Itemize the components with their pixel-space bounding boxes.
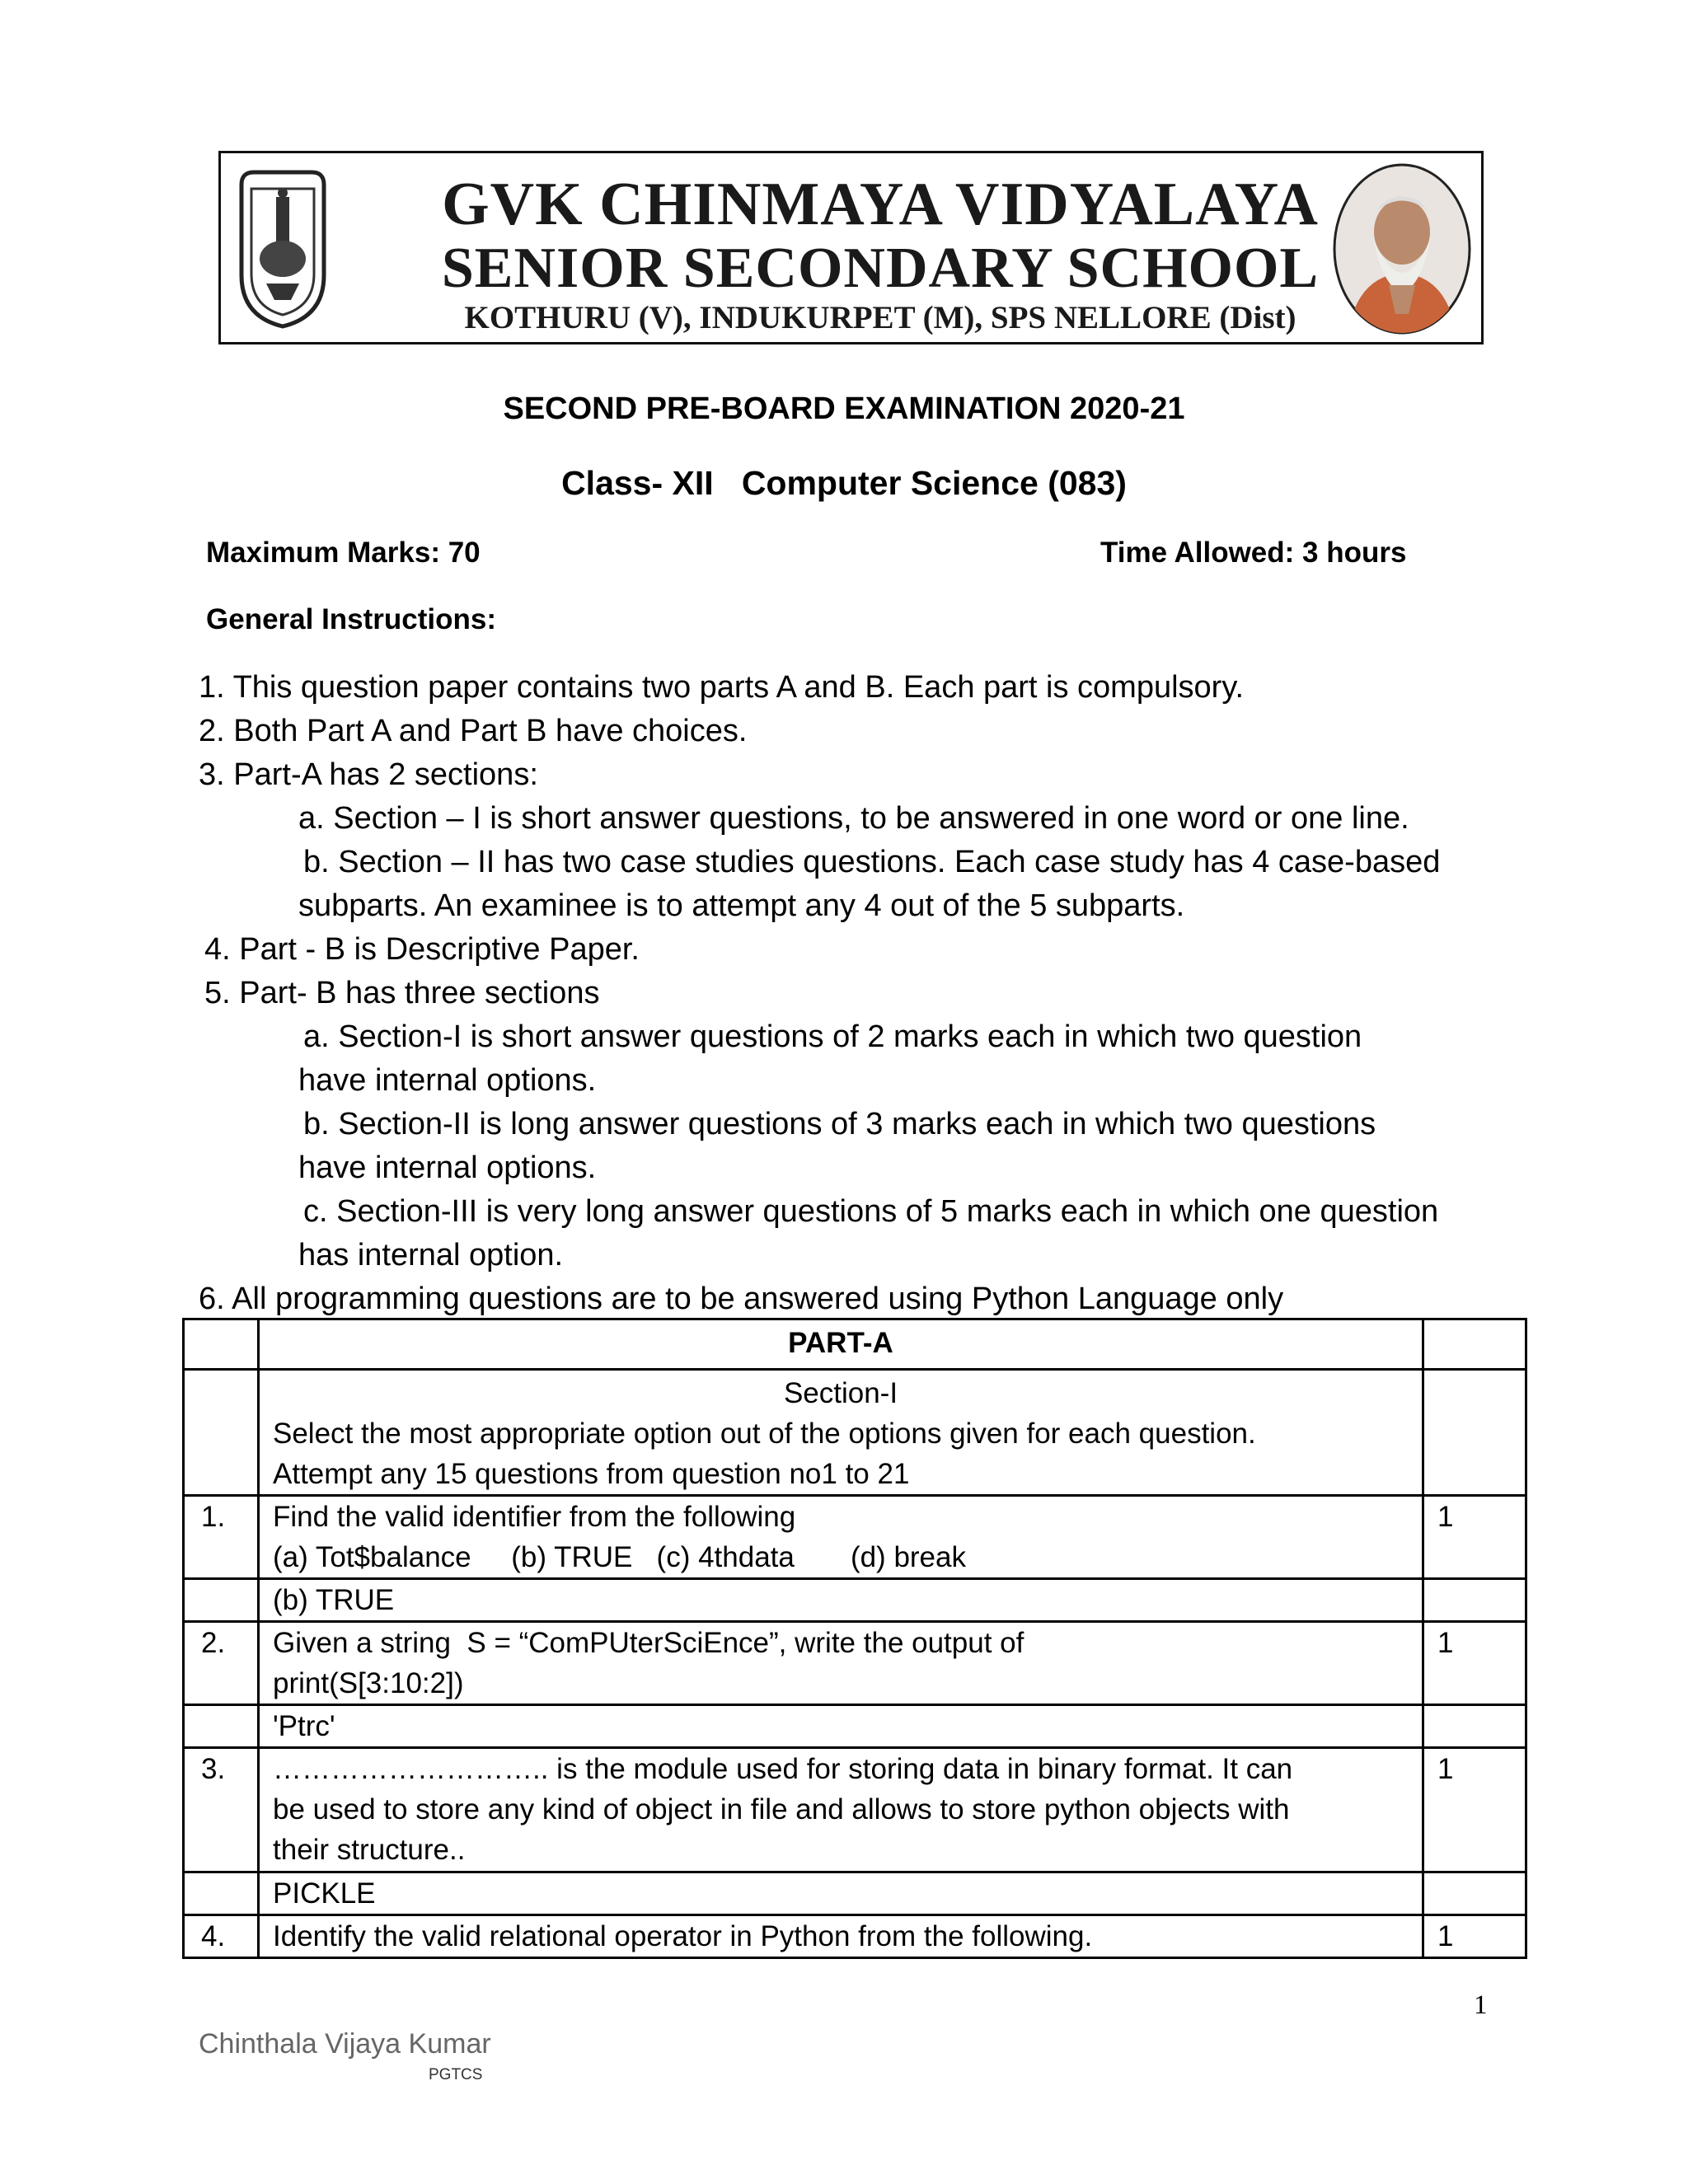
table-row — [184, 1370, 1526, 1496]
instruction-line: have internal options. — [298, 1063, 597, 1098]
question-number: 2. — [184, 1622, 259, 1705]
question-number: 3. — [184, 1748, 259, 1872]
answer-text: (b) TRUE — [259, 1579, 1423, 1622]
question-table — [182, 1318, 1527, 1959]
table-row — [184, 1915, 1526, 1958]
instruction-line: have internal options. — [298, 1151, 597, 1185]
table-row — [184, 1579, 1526, 1622]
instruction-line: has internal option. — [298, 1238, 564, 1272]
section-line: Select the most appropriate option out of the options given for each question. — [273, 1418, 1256, 1450]
founder-portrait-icon — [1331, 162, 1473, 336]
section-heading: Section-I — [783, 1377, 898, 1409]
question-text — [259, 1496, 1423, 1579]
question-text — [259, 1622, 1423, 1705]
table-row — [184, 1319, 1526, 1370]
exam-title: SECOND PRE-BOARD EXAMINATION 2020-21 — [503, 391, 1185, 426]
instructions-heading: General Instructions: — [206, 603, 497, 635]
instruction-line: b. Section – II has two case studies questions. Each case study has 4 case-based — [303, 845, 1441, 879]
instruction-line: 2. Both Part A and Part B have choices. — [199, 714, 748, 748]
instruction-line: c. Section-III is very long answer questions of 5 marks each in which one question — [303, 1194, 1439, 1229]
answer-text: 'Ptrc' — [259, 1705, 1423, 1748]
question-marks: 1 — [1423, 1915, 1526, 1958]
instruction-line: 6. All programming questions are to be answered using Python Language only — [199, 1282, 1284, 1316]
instruction-line: 4. Part - B is Descriptive Paper. — [204, 932, 640, 967]
question-line: Find the valid identifier from the following — [273, 1501, 796, 1533]
question-line: (a) Tot$balance (b) TRUE (c) 4thdata (d) break — [273, 1541, 966, 1573]
question-number: 1. — [184, 1496, 259, 1579]
question-line: their structure.. — [273, 1834, 466, 1866]
class-subject: Class- XII Computer Science (083) — [561, 464, 1127, 502]
question-line: ……………………….. is the module used for storing data in binary format. It can — [273, 1753, 1293, 1785]
section-line: Attempt any 15 questions from question no1 to 21 — [273, 1458, 910, 1490]
instruction-line: b. Section-II is long answer questions of 3 marks each in which two questions — [303, 1107, 1376, 1141]
author-name: Chinthala Vijaya Kumar — [199, 2028, 491, 2060]
part-heading: PART-A — [259, 1319, 1423, 1370]
instruction-line: 5. Part- B has three sections — [204, 976, 600, 1010]
question-text — [259, 1748, 1423, 1872]
page-number: 1 — [1474, 1990, 1488, 2020]
question-marks: 1 — [1423, 1622, 1526, 1705]
instruction-line: a. Section-I is short answer questions of 2 marks each in which two question — [303, 1019, 1362, 1054]
school-emblem-icon — [233, 168, 332, 329]
instruction-line: 1. This question paper contains two parts A and B. Each part is compulsory. — [199, 670, 1245, 705]
instruction-line: 3. Part-A has 2 sections: — [199, 757, 538, 792]
question-marks: 1 — [1423, 1748, 1526, 1872]
table-row — [184, 1748, 1526, 1872]
time-allowed: Time Allowed: 3 hours — [1100, 537, 1407, 569]
table-row — [184, 1622, 1526, 1705]
table-row — [184, 1496, 1526, 1579]
school-type: SENIOR SECONDARY SCHOOL — [441, 237, 1320, 300]
author-role: PGTCS — [429, 2066, 483, 2083]
instruction-line: a. Section – I is short answer questions, to be answered in one word or one line. — [298, 801, 1409, 836]
table-row — [184, 1872, 1526, 1915]
question-marks: 1 — [1423, 1496, 1526, 1579]
question-line: be used to store any kind of object in file and allows to store python objects with — [273, 1793, 1290, 1825]
question-line: Given a string S = “ComPUterSciEnce”, write the output of — [273, 1627, 1025, 1659]
maximum-marks: Maximum Marks: 70 — [206, 537, 481, 569]
question-number: 4. — [184, 1915, 259, 1958]
question-text: Identify the valid relational operator in Python from the following. — [259, 1915, 1423, 1958]
answer-text: PICKLE — [259, 1872, 1423, 1915]
table-row — [184, 1705, 1526, 1748]
section-instructions — [259, 1370, 1423, 1496]
instruction-line: subparts. An examinee is to attempt any 4 out of the 5 subparts. — [298, 888, 1185, 923]
question-line: print(S[3:10:2]) — [273, 1667, 464, 1699]
school-letterhead — [218, 151, 1484, 344]
school-address: KOTHURU (V), INDUKURPET (M), SPS NELLORE (Dist) — [464, 300, 1296, 335]
school-name: GVK CHINMAYA VIDYALAYA — [442, 171, 1319, 238]
